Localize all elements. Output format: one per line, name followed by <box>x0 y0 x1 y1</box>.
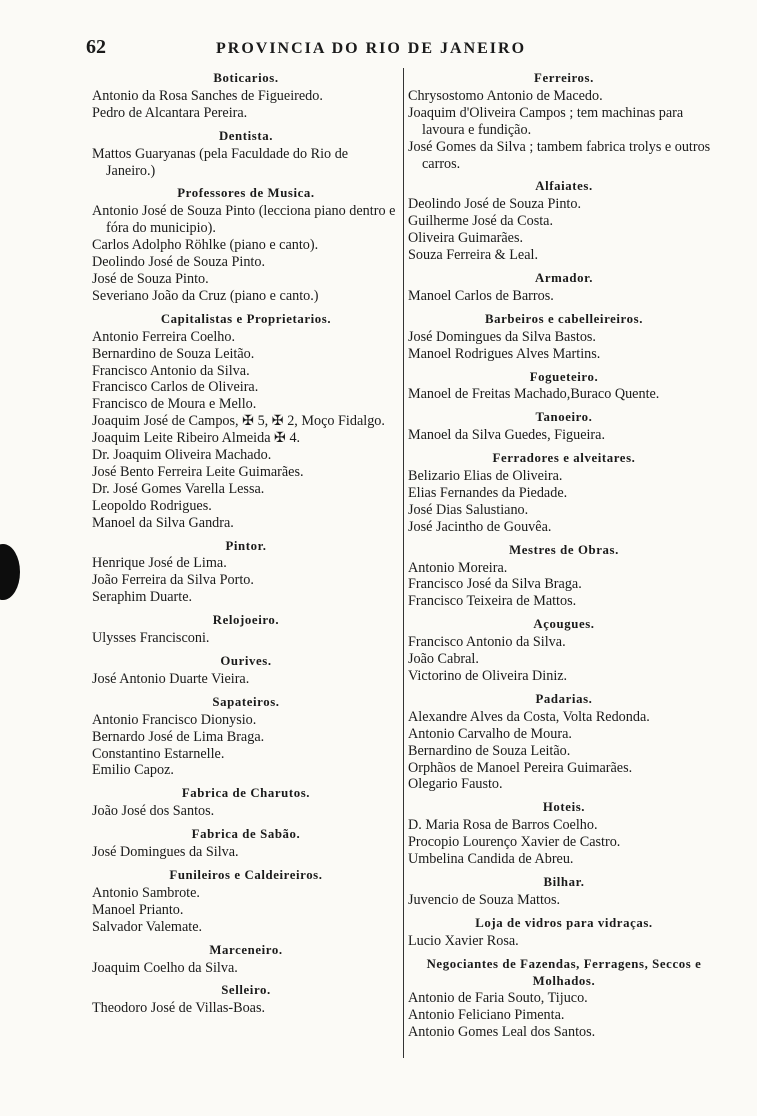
directory-entry: Bernardo José de Lima Braga. <box>92 728 265 745</box>
directory-entry: Salvador Valemate. <box>92 918 203 935</box>
directory-entry: Procopio Lourenço Xavier de Castro. <box>408 834 621 851</box>
directory-entry: Manoel Prianto. <box>92 901 184 918</box>
directory-entry: Manoel de Freitas Machado,Buraco Quente. <box>408 386 660 403</box>
directory-entry: Joaquim Leite Ribeiro Almeida ✠ 4. <box>92 430 301 447</box>
directory-entry: Emilio Capoz. <box>92 762 174 779</box>
directory-entry: José Domingues da Silva Bastos. <box>408 328 596 345</box>
directory-entry: Umbelina Candida de Abreu. <box>408 851 574 868</box>
directory-entry: João Cabral. <box>408 651 479 668</box>
directory-entry: Antonio Ferreira Coelho. <box>92 328 236 345</box>
directory-entry: José Gomes da Silva ; tambem fabrica trolys e outros carros. <box>408 138 711 172</box>
directory-entry: Souza Ferreira & Leal. <box>408 247 538 264</box>
section-title-fabrica-de-sabao: Fabrica de Sabão. <box>191 827 301 842</box>
directory-entry: Mattos Guaryanas (pela Faculdade do Rio de Janeiro.) <box>92 145 349 179</box>
directory-entry: Chrysostomo Antonio de Macedo. <box>408 87 603 104</box>
section-title-bilhar: Bilhar. <box>543 874 585 889</box>
directory-entry: José Bento Ferreira Leite Guimarães. <box>92 463 304 480</box>
directory-entry: Francisco de Moura e Mello. <box>92 396 257 413</box>
directory-entry: Bernardino de Souza Leitão. <box>92 345 255 362</box>
section-title-ferradores-e-alveitares: Ferradores e alveitares. <box>492 451 636 466</box>
page-title: PROVINCIA DO RIO DE JANEIRO <box>216 40 527 57</box>
directory-entry: Joaquim Coelho da Silva. <box>92 959 238 976</box>
directory-entry: Victorino de Oliveira Diniz. <box>408 668 568 684</box>
section-title-selleiro: Selleiro. <box>221 983 271 998</box>
directory-entry: Lucio Xavier Rosa. <box>408 932 519 949</box>
directory-entry: Francisco Carlos de Oliveira. <box>92 379 259 396</box>
section-title-loja-de-vidros-para-vidracas: Loja de vidros para vidraças. <box>475 915 653 930</box>
directory-entry: José Domingues da Silva. <box>92 844 239 861</box>
directory-entry: Belizario Elias de Oliveira. <box>408 468 563 485</box>
directory-entry: Pedro de Alcantara Pereira. <box>92 104 248 121</box>
directory-entry: Francisco Antonio da Silva. <box>408 634 566 651</box>
right-column <box>408 68 720 1045</box>
section-title-fogueteiro: Fogueteiro. <box>529 369 599 384</box>
directory-entry: Bernardino de Souza Leitão. <box>408 742 571 759</box>
directory-entry: Henrique José de Lima. <box>92 555 227 572</box>
directory-entry: Dr. José Gomes Varella Lessa. <box>92 480 265 497</box>
page-number: 62 <box>86 36 106 58</box>
directory-entry: José Jacintho de Gouvêa. <box>408 518 552 535</box>
section-title-padarias: Padarias. <box>535 691 593 706</box>
directory-entry: Joaquim José de Campos, ✠ 5, ✠ 2, Moço Fidalgo. <box>92 413 385 430</box>
section-title-relojoeiro: Relojoeiro. <box>212 613 280 628</box>
section-title-sapateiros: Sapateiros. <box>212 694 280 709</box>
directory-entry: Manoel Rodrigues Alves Martins. <box>408 345 601 362</box>
directory-entry: Antonio José de Souza Pinto (lecciona piano dentro e fóra do municipio). <box>92 203 396 237</box>
section-title-alfaiates: Alfaiates. <box>535 179 593 194</box>
directory-entry: Theodoro José de Villas-Boas. <box>92 1000 266 1017</box>
directory-entry: Orphãos de Manoel Pereira Guimarães. <box>408 759 633 776</box>
section-title-professores-de-musica: Professores de Musica. <box>177 186 315 201</box>
section-title-dentista: Dentista. <box>218 128 274 143</box>
directory-entry: Manoel da Silva Gandra. <box>92 514 234 531</box>
directory-entry: José Dias Salustiano. <box>408 501 529 518</box>
directory-entry: João Ferreira da Silva Porto. <box>92 572 254 589</box>
directory-entry: Alexandre Alves da Costa, Volta Redonda. <box>408 708 650 725</box>
directory-entry: Manoel Carlos de Barros. <box>408 287 554 304</box>
directory-entry: Deolindo José de Souza Pinto. <box>92 254 265 271</box>
directory-entry: Antonio Sambrote. <box>92 884 200 901</box>
section-title-capitalistas-e-proprietarios: Capitalistas e Proprietarios. <box>160 311 332 326</box>
directory-entry: Antonio de Faria Souto, Tijuco. <box>408 990 588 1007</box>
directory-entry: Antonio Moreira. <box>408 559 508 576</box>
directory-entry: Antonio Gomes Leal dos Santos. <box>408 1024 596 1041</box>
directory-entry: Francisco Teixeira de Mattos. <box>408 593 577 610</box>
directory-entry: D. Maria Rosa de Barros Coelho. <box>408 817 598 834</box>
directory-entry: Dr. Joaquim Oliveira Machado. <box>92 447 272 464</box>
section-title-acougues: Açougues. <box>533 617 595 632</box>
directory-entry: Joaquim d'Oliveira Campos ; tem machinas para lavoura e fundição. <box>408 104 684 138</box>
directory-entry: Antonio Francisco Dionysio. <box>92 711 257 728</box>
directory-entry: Deolindo José de Souza Pinto. <box>408 196 581 213</box>
section-title-hoteis: Hoteis. <box>542 800 586 815</box>
directory-entry: Constantino Estarnelle. <box>92 745 225 762</box>
directory-entry: Elias Fernandes da Piedade. <box>408 484 568 501</box>
section-title-barbeiros-e-cabelleireiros: Barbeiros e cabelleireiros. <box>484 311 643 326</box>
directory-entry: Francisco Antonio da Silva. <box>92 362 250 379</box>
directory-entry: Oliveira Guimarães. <box>408 230 524 247</box>
directory-entry: Francisco José da Silva Braga. <box>408 576 582 593</box>
directory-entry: Carlos Adolpho Röhlke (piano e canto). <box>92 237 319 254</box>
directory-entry: Severiano João da Cruz (piano e canto.) <box>92 287 319 304</box>
section-title-pintor: Pintor. <box>225 538 267 553</box>
left-column <box>92 68 400 1021</box>
section-title-funileiros-e-caldeireiros: Funileiros e Caldeireiros. <box>169 867 323 882</box>
directory-entry: Antonio da Rosa Sanches de Figueiredo. <box>92 87 323 104</box>
directory-entry: Olegario Fausto. <box>408 776 503 793</box>
directory-entry: Juvencio de Souza Mattos. <box>408 891 561 908</box>
section-title-armador: Armador. <box>535 270 593 285</box>
directory-entry: Guilherme José da Costa. <box>408 213 553 230</box>
directory-entry: Antonio Carvalho de Moura. <box>408 725 572 742</box>
page-header <box>86 36 606 62</box>
section-title-fabrica-de-charutos: Fabrica de Charutos. <box>181 786 311 801</box>
column-divider <box>403 68 404 1058</box>
directory-entry: Seraphim Duarte. <box>92 589 193 606</box>
section-title-marceneiro: Marceneiro. <box>209 942 283 957</box>
section-title-ferreiros: Ferreiros. <box>534 71 594 85</box>
section-title-boticarios: Boticarios. <box>213 71 279 85</box>
directory-entry: Manoel da Silva Guedes, Figueira. <box>408 427 606 444</box>
directory-entry: José Antonio Duarte Vieira. <box>92 670 250 687</box>
directory-entry: João José dos Santos. <box>92 803 215 820</box>
section-title-tanoeiro: Tanoeiro. <box>535 410 593 425</box>
directory-entry: Leopoldo Rodrigues. <box>92 497 212 514</box>
directory-entry: José de Souza Pinto. <box>92 270 209 287</box>
directory-entry: Ulysses Francisconi. <box>92 630 210 647</box>
section-title-mestres-de-obras: Mestres de Obras. <box>509 542 619 557</box>
section-title-ourives: Ourives. <box>220 654 272 668</box>
directory-entry: Antonio Feliciano Pimenta. <box>408 1007 565 1024</box>
section-title-negociantes-de-fazendas-ferragens-seccos-e-molhados: Negociantes de Fazendas, Ferragens, Seccos e Molhados. <box>426 956 702 988</box>
ink-blot <box>0 544 20 600</box>
